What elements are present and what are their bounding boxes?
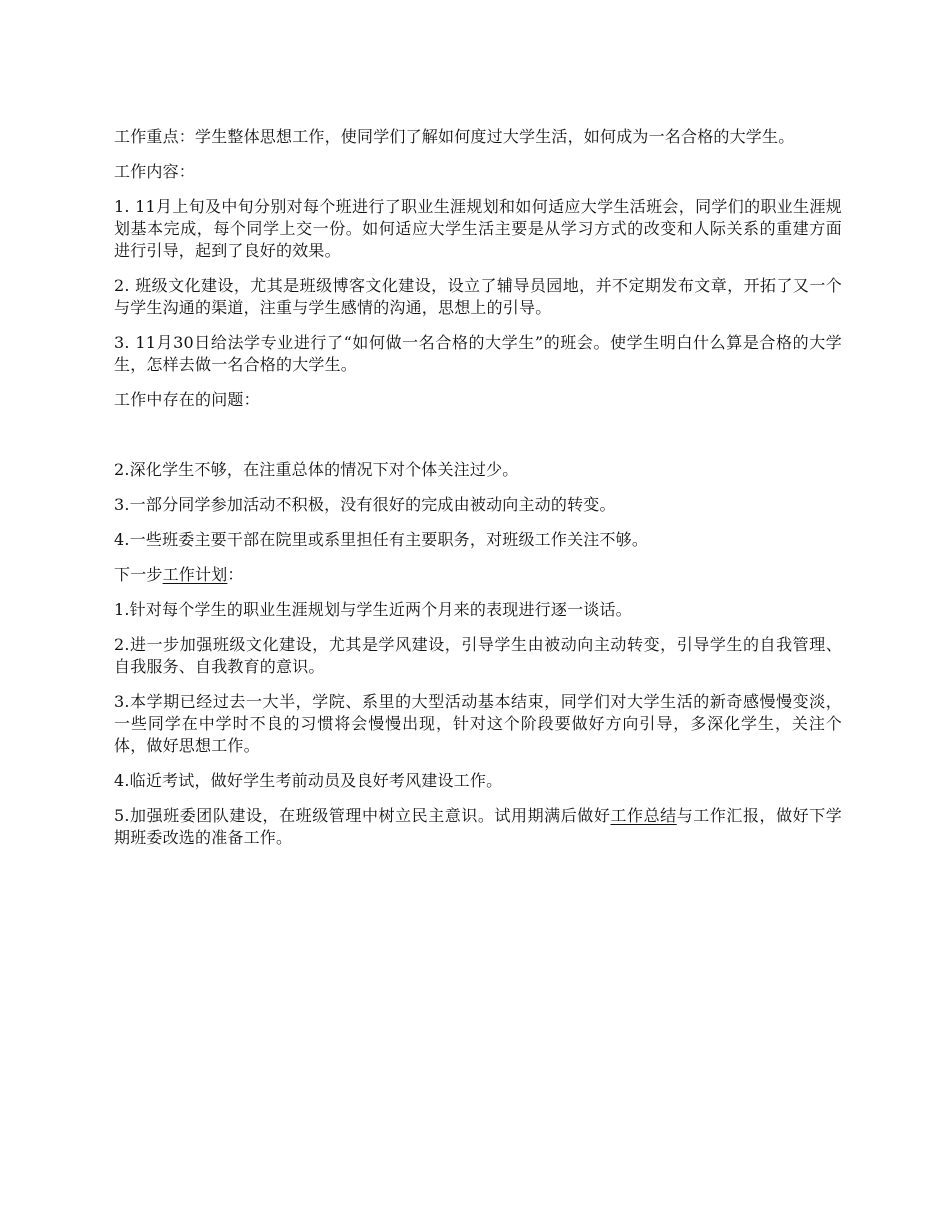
plan-last-suffix: 与工作汇报，做好下学期班委改选的准备工作。	[114, 806, 842, 847]
content-item: 1. 11月上旬及中旬分别对每个班进行了职业生涯规划和如何适应大学生活班会，同学们的职业生涯规划基本完成，每个同学上交一份。如何适应大学生活主要是从学习方式的改变和人际关系的重建方面进行引导，起到了良好的效果。	[114, 197, 842, 260]
plan-heading-suffix: ：	[227, 565, 244, 584]
problems-heading: 工作中存在的问题：	[114, 390, 260, 409]
plan-item	[114, 805, 842, 849]
content-item: 3. 11月30日给法学专业进行了“如何做一名合格的大学生”的班会。使学生明白什么算是合格的大学生，怎样去做一名合格的大学生。	[114, 333, 842, 374]
plan-item: 2.进一步加强班级文化建设，尤其是学风建设，引导学生由被动向主动转变，引导学生的自我管理、自我服务、自我教育的意识。	[114, 635, 842, 676]
document-body	[114, 126, 842, 862]
work-plan-link[interactable]: 工作计划	[162, 565, 228, 584]
plan-heading-prefix: 下一步	[114, 565, 163, 584]
plan-last-prefix: 5.加强班委团队建设，在班级管理中树立民主意识。试用期满后做好	[114, 806, 611, 825]
problem-item: 3.一部分同学参加活动不积极，没有很好的完成由被动向主动的转变。	[114, 495, 616, 514]
work-summary-link[interactable]: 工作总结	[610, 806, 677, 825]
problem-item: 4.一些班委主要干部在院里或系里担任有主要职务，对班级工作关注不够。	[114, 530, 649, 549]
content-item: 2. 班级文化建设，尤其是班级博客文化建设，设立了辅导员园地，并不定期发布文章，开拓了又一个与学生沟通的渠道，注重与学生感情的沟通，思想上的引导。	[114, 276, 842, 317]
content-heading: 工作内容：	[114, 162, 196, 181]
plan-item: 1.针对每个学生的职业生涯规划与学生近两个月来的表现进行逐一谈话。	[114, 600, 632, 619]
plan-item: 3.本学期已经过去一大半，学院、系里的大型活动基本结束，同学们对大学生活的新奇感慢慢变淡，一些同学在中学时不良的习惯将会慢慢出现，针对这个阶段要做好方向引导，多深化学生，关注个体，做好思想工作。	[114, 692, 842, 755]
focus-paragraph: 工作重点：学生整体思想工作，使同学们了解如何度过大学生活，如何成为一名合格的大学生。	[114, 127, 795, 146]
blank-line	[114, 424, 842, 459]
plan-heading	[114, 564, 842, 586]
plan-item: 4.临近考试，做好学生考前动员及良好考风建设工作。	[114, 771, 503, 790]
problem-item: 2.深化学生不够，在注重总体的情况下对个体关注过少。	[114, 460, 519, 479]
